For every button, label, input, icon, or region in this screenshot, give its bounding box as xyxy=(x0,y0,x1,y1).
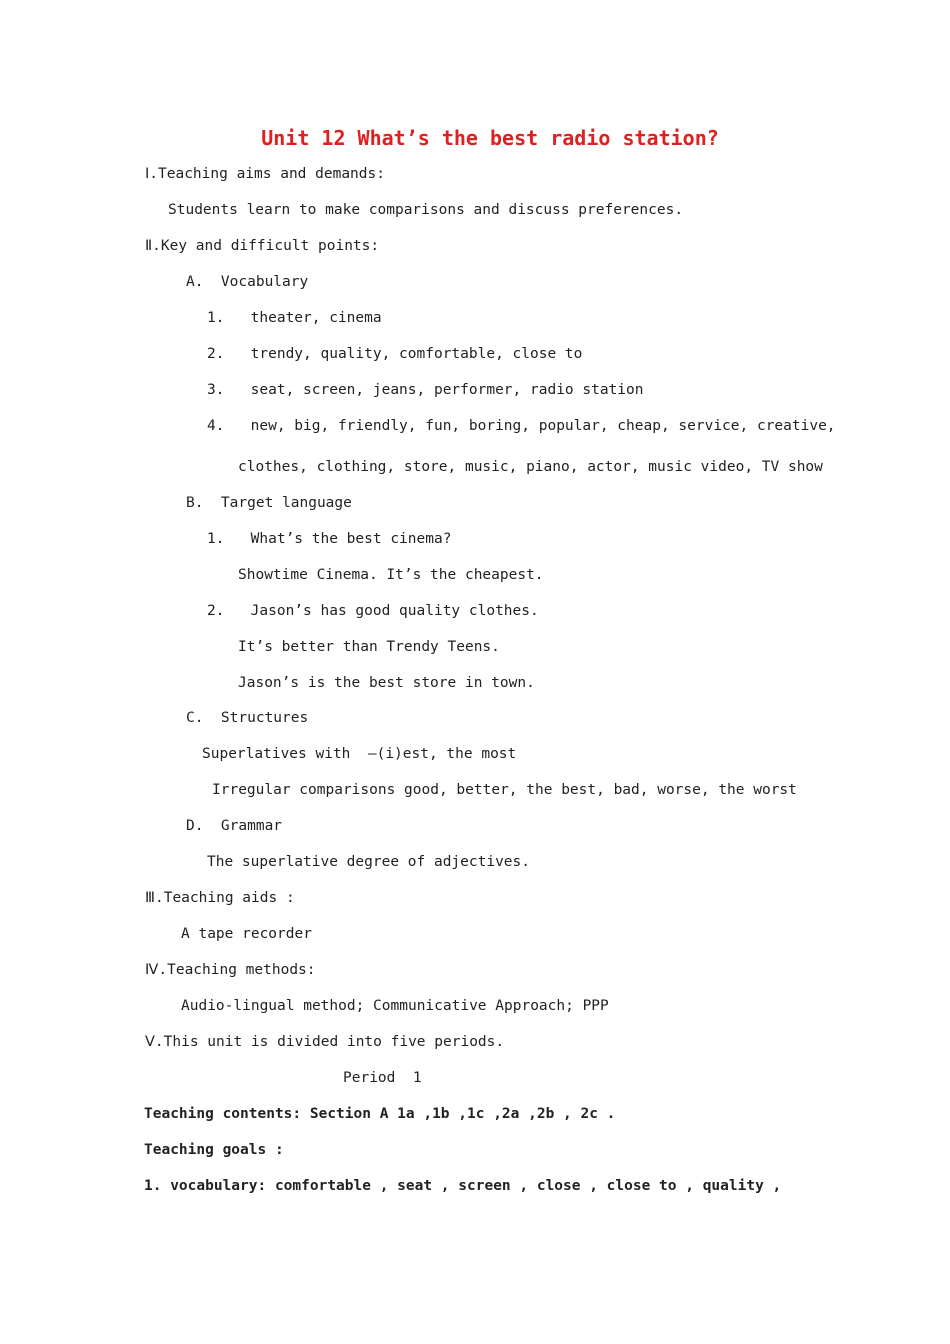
grammar-body: The superlative degree of adjectives. xyxy=(207,854,531,870)
structure-item: Superlatives with –(i)est, the most xyxy=(202,746,517,762)
period-label: Period 1 xyxy=(343,1070,422,1086)
vocab-item: 2. trendy, quality, comfortable, close to xyxy=(207,346,583,362)
vocab-item: 4. new, big, friendly, fun, boring, popular, cheap, service, creative, xyxy=(207,418,836,434)
section-4-heading: Ⅳ.Teaching methods: xyxy=(145,962,316,978)
target-item: Jason’s is the best store in town. xyxy=(238,675,535,691)
grammar-heading: D. Grammar xyxy=(186,818,283,834)
section-1-heading: Ⅰ.Teaching aims and demands: xyxy=(145,166,385,182)
target-item: 1. What’s the best cinema? xyxy=(207,531,452,547)
vocabulary-heading: A. Vocabulary xyxy=(186,274,309,290)
section-3-heading: Ⅲ.Teaching aids : xyxy=(145,890,295,906)
section-5-heading: Ⅴ.This unit is divided into five periods. xyxy=(145,1034,505,1050)
vocab-item: 3. seat, screen, jeans, performer, radio station xyxy=(207,382,644,398)
structure-item: Irregular comparisons good, better, the best, bad, worse, the worst xyxy=(212,782,797,798)
target-item: 2. Jason’s has good quality clothes. xyxy=(207,603,539,619)
teaching-contents: Teaching contents: Section A 1a ,1b ,1c ,2a ,2b , 2c . xyxy=(144,1106,616,1122)
target-item: It’s better than Trendy Teens. xyxy=(238,639,500,655)
section-1-body: Students learn to make comparisons and discuss preferences. xyxy=(168,202,684,218)
target-language-heading: B. Target language xyxy=(186,495,352,511)
target-item: Showtime Cinema. It’s the cheapest. xyxy=(238,567,544,583)
vocab-item-continued: clothes, clothing, store, music, piano, actor, music video, TV show xyxy=(238,459,823,475)
section-2-heading: Ⅱ.Key and difficult points: xyxy=(145,238,380,254)
section-3-body: A tape recorder xyxy=(181,926,312,942)
teaching-goals-heading: Teaching goals : xyxy=(144,1142,284,1158)
teaching-goal-item: 1. vocabulary: comfortable , seat , screen , close , close to , quality , xyxy=(144,1178,782,1194)
structures-heading: C. Structures xyxy=(186,710,309,726)
section-4-body: Audio-lingual method; Communicative Approach; PPP xyxy=(181,998,609,1014)
document-title: Unit 12 What’s the best radio station? xyxy=(261,126,719,150)
vocab-item: 1. theater, cinema xyxy=(207,310,382,326)
